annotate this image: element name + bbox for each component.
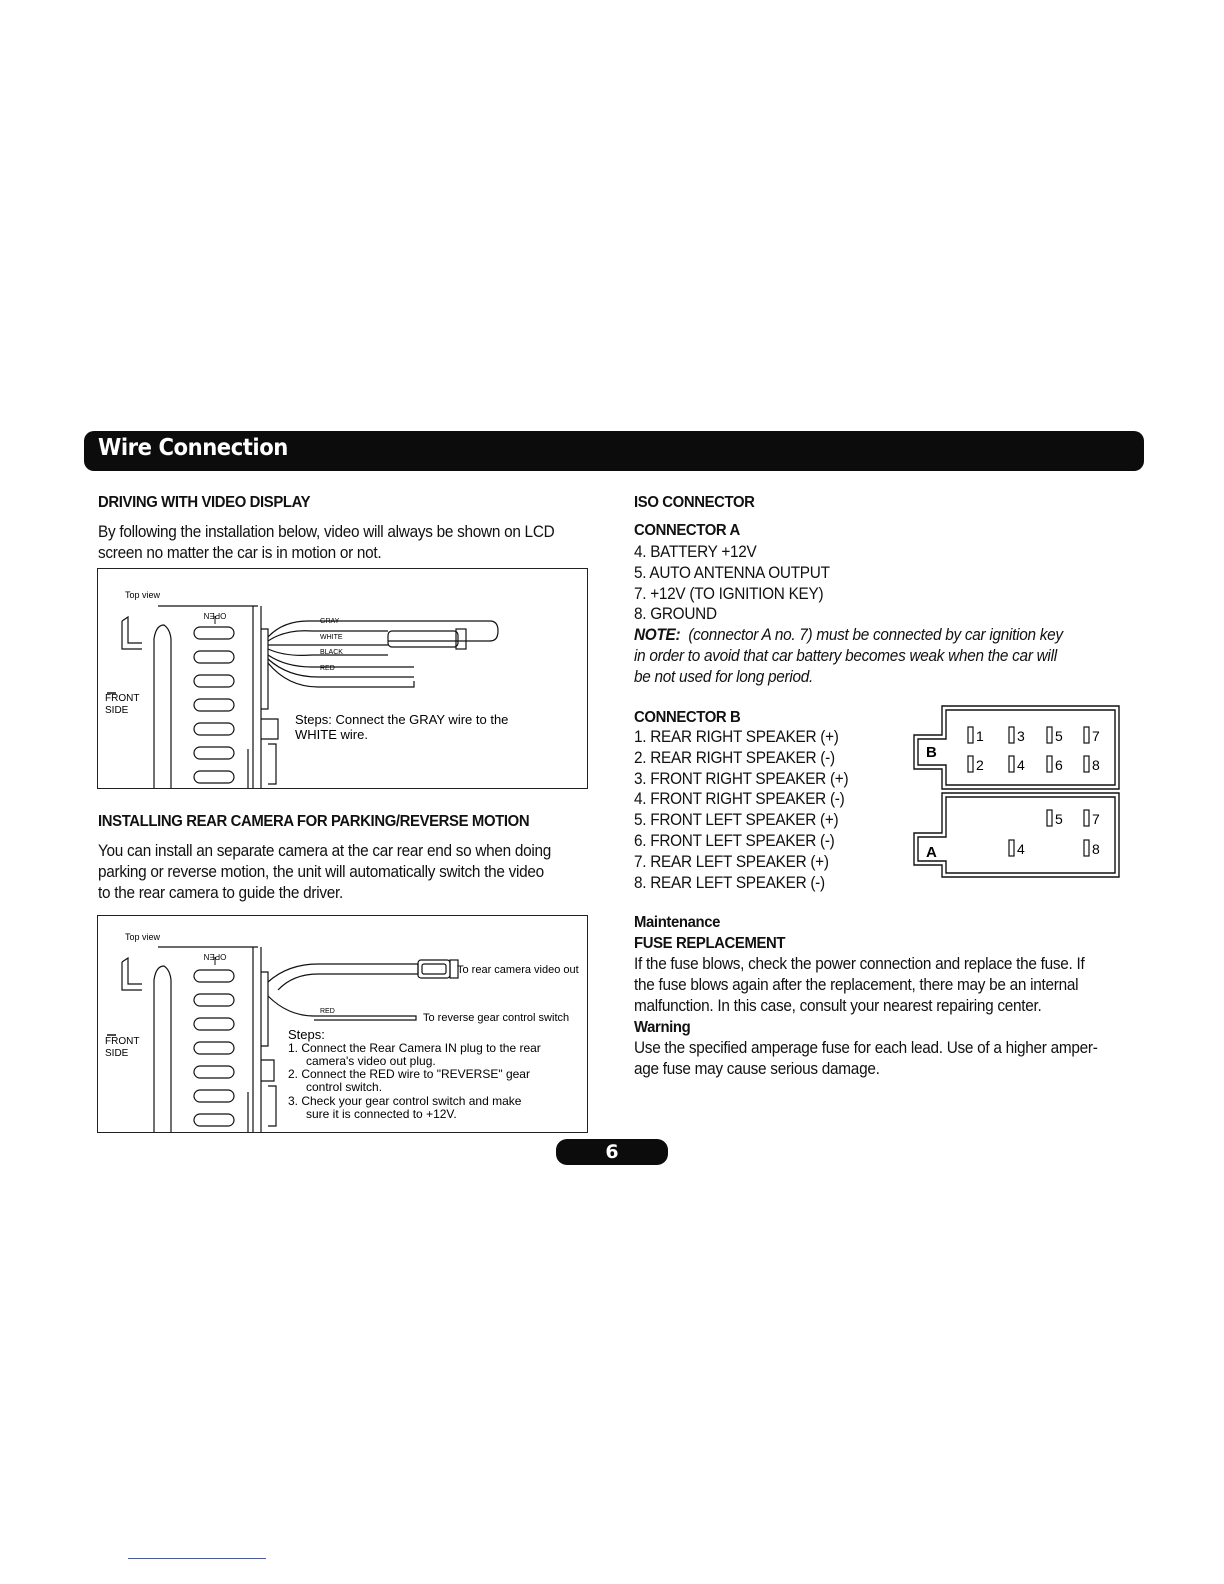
warning-body bbox=[634, 1038, 1098, 1080]
wire-label-black: BLACK bbox=[320, 649, 343, 656]
connector-b-item: 7. REAR LEFT SPEAKER (+) bbox=[634, 852, 829, 871]
camera-connection-label: To rear camera video out bbox=[457, 964, 579, 976]
pin-label: 1 bbox=[976, 728, 984, 744]
page-number: 6 bbox=[556, 1139, 668, 1165]
iso-heading: ISO CONNECTOR bbox=[634, 494, 755, 511]
section-title: Wire Connection bbox=[98, 435, 288, 461]
maintenance-heading: Maintenance bbox=[634, 914, 721, 931]
front-label: FRONT bbox=[105, 1036, 140, 1047]
top-view-label: Top view bbox=[125, 590, 161, 600]
pin-label: 7 bbox=[1092, 728, 1100, 744]
connector-a-list bbox=[634, 542, 830, 625]
connector-b-heading: CONNECTOR B bbox=[634, 709, 741, 726]
diagram2-step-line: camera's video out plug. bbox=[306, 1054, 436, 1068]
fuse-body-line: the fuse blows again after the replacement, there may be an internal bbox=[634, 975, 1079, 994]
pin-label: 3 bbox=[1017, 728, 1025, 744]
pin-label: 8 bbox=[1092, 841, 1100, 857]
video-display-wiring-diagram bbox=[97, 568, 588, 789]
fuse-body-line: If the fuse blows, check the power connection and replace the fuse. If bbox=[634, 955, 1085, 973]
wire-label-white: WHITE bbox=[320, 634, 343, 641]
connector-b-item: 8. REAR LEFT SPEAKER (-) bbox=[634, 873, 825, 892]
note-line-1 bbox=[634, 625, 1063, 646]
diagram1-steps-line: Steps: Connect the GRAY wire to the bbox=[295, 712, 509, 727]
connector-a-label: A bbox=[926, 844, 937, 861]
fuse-body-line: malfunction. In this case, consult your nearest repairing center. bbox=[634, 996, 1042, 1015]
driving-body bbox=[98, 522, 554, 564]
connector-a-item: 4. BATTERY +12V bbox=[634, 543, 757, 561]
reverse-switch-label: To reverse gear control switch bbox=[423, 1012, 570, 1024]
pin-label: 7 bbox=[1092, 811, 1100, 827]
driving-heading: DRIVING WITH VIDEO DISPLAY bbox=[98, 494, 311, 511]
fuse-heading: FUSE REPLACEMENT bbox=[634, 935, 786, 952]
diagram2-step-line: 2. Connect the RED wire to "REVERSE" gear bbox=[288, 1067, 530, 1081]
wire-label-gray: GRAY bbox=[320, 618, 340, 625]
pin-label: 2 bbox=[976, 757, 984, 773]
connector-b-item: 2. REAR RIGHT SPEAKER (-) bbox=[634, 748, 835, 767]
connector-a-heading: CONNECTOR A bbox=[634, 522, 740, 539]
note-label: NOTE: bbox=[634, 626, 681, 644]
wire-label-red: RED bbox=[320, 1008, 335, 1015]
side-label: SIDE bbox=[105, 705, 129, 716]
pin-label: 6 bbox=[1055, 757, 1063, 773]
fuse-body bbox=[634, 954, 1084, 1016]
diagram2-step-line: 3. Check your gear control switch and make bbox=[288, 1094, 522, 1108]
warning-body-line: age fuse may cause serious damage. bbox=[634, 1059, 880, 1078]
iso-connector-drawing bbox=[912, 705, 1124, 883]
footer-divider bbox=[128, 1558, 266, 1559]
open-label: OPEN bbox=[203, 952, 227, 961]
note-block bbox=[634, 625, 1063, 687]
note-text: be not used for long period. bbox=[634, 667, 814, 686]
section-banner bbox=[84, 431, 1144, 471]
pin-label: 4 bbox=[1017, 757, 1025, 773]
pin-label: 5 bbox=[1055, 728, 1063, 744]
iso-connector-diagram bbox=[912, 705, 1124, 888]
connector-a-item: 5. AUTO ANTENNA OUTPUT bbox=[634, 563, 830, 582]
camera-heading: INSTALLING REAR CAMERA FOR PARKING/REVERSE MOTION bbox=[98, 813, 530, 830]
camera-diagram-drawing bbox=[98, 916, 587, 1132]
pin-label: 4 bbox=[1017, 841, 1025, 857]
note-text: in order to avoid that car battery becomes weak when the car will bbox=[634, 646, 1057, 665]
diagram1-steps-line: WHITE wire. bbox=[295, 727, 368, 742]
driving-body-line: screen no matter the car is in motion or not. bbox=[98, 543, 382, 562]
camera-body-line: to the rear camera to guide the driver. bbox=[98, 883, 344, 902]
connector-b-item: 5. FRONT LEFT SPEAKER (+) bbox=[634, 811, 839, 830]
connector-b-item: 4. FRONT RIGHT SPEAKER (-) bbox=[634, 790, 845, 809]
camera-body bbox=[98, 841, 551, 903]
connector-b-item: 3. FRONT RIGHT SPEAKER (+) bbox=[634, 769, 849, 788]
note-text: (connector A no. 7) must be connected by car ignition key bbox=[688, 626, 1063, 644]
driving-body-line: By following the installation below, video will always be shown on LCD bbox=[98, 523, 555, 541]
pin-label: 8 bbox=[1092, 757, 1100, 773]
open-label: OPEN bbox=[203, 611, 227, 620]
wire-label-red: RED bbox=[320, 665, 335, 672]
connector-b-list bbox=[634, 727, 848, 893]
warning-heading: Warning bbox=[634, 1019, 691, 1036]
top-view-label: Top view bbox=[125, 932, 161, 942]
connector-b-item: 1. REAR RIGHT SPEAKER (+) bbox=[634, 728, 839, 746]
side-label: SIDE bbox=[105, 1048, 129, 1059]
camera-body-line: parking or reverse motion, the unit will automatically switch the video bbox=[98, 862, 544, 881]
wiring-diagram-drawing bbox=[98, 569, 587, 788]
front-label: FRONT bbox=[105, 693, 140, 704]
connector-a-item: 8. GROUND bbox=[634, 605, 717, 624]
camera-body-line: You can install an separate camera at the car rear end so when doing bbox=[98, 842, 552, 860]
rear-camera-wiring-diagram bbox=[97, 915, 588, 1133]
diagram2-steps-title: Steps: bbox=[288, 1027, 325, 1042]
pin-label: 5 bbox=[1055, 811, 1063, 827]
connector-b-label: B bbox=[926, 744, 937, 761]
warning-body-line: Use the specified amperage fuse for each lead. Use of a higher amper- bbox=[634, 1039, 1098, 1057]
diagram2-step-line: control switch. bbox=[306, 1080, 383, 1094]
diagram2-step-line: sure it is connected to +12V. bbox=[306, 1107, 457, 1121]
connector-b-item: 6. FRONT LEFT SPEAKER (-) bbox=[634, 831, 835, 850]
diagram2-step-line: 1. Connect the Rear Camera IN plug to the rear bbox=[288, 1041, 541, 1055]
connector-a-item: 7. +12V (TO IGNITION KEY) bbox=[634, 584, 824, 603]
